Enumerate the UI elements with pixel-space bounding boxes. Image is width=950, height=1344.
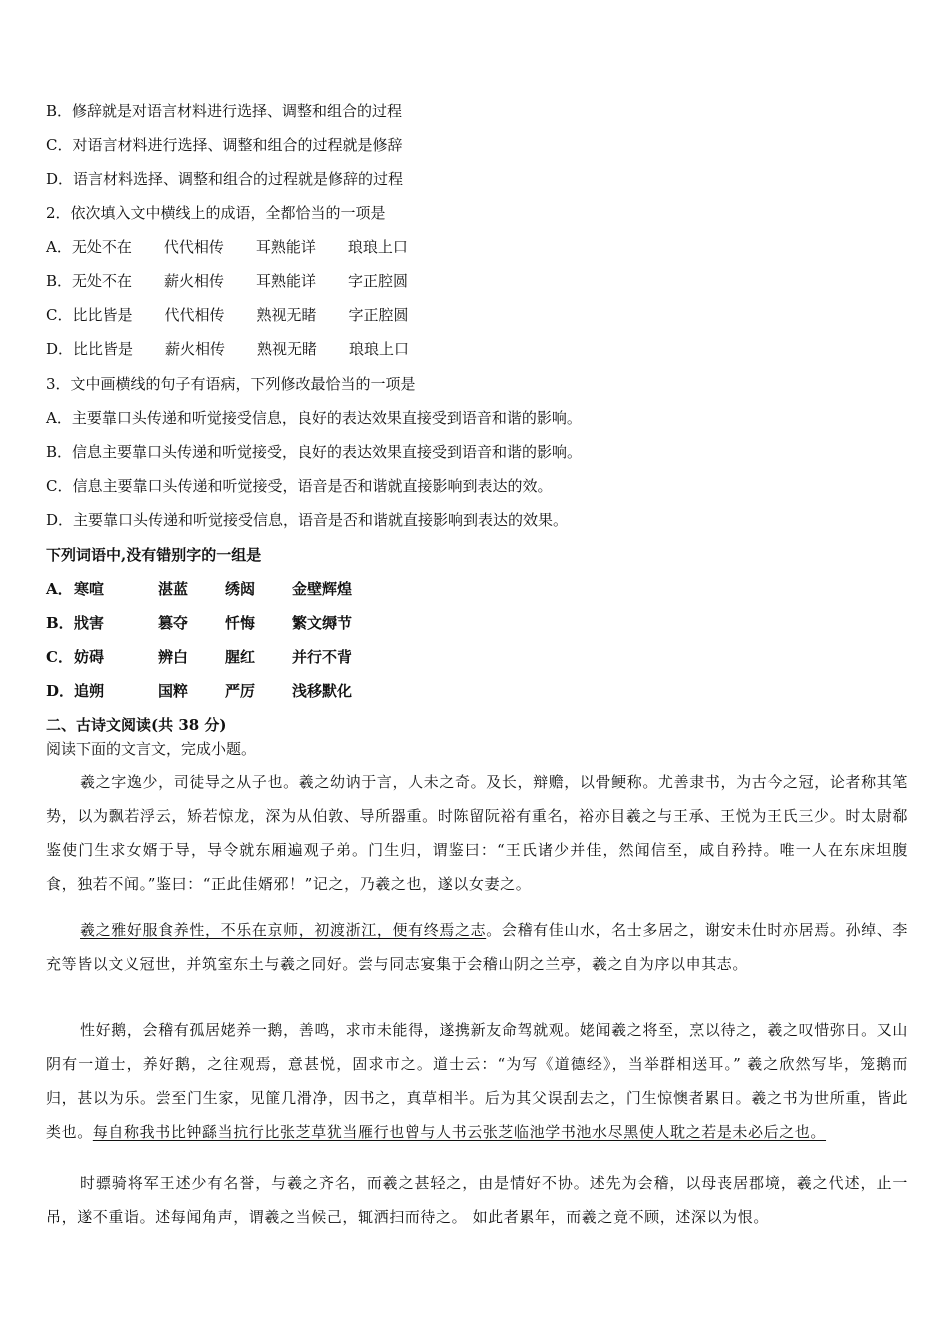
option-label: A．	[46, 580, 73, 598]
underlined-sentence: 每自称我书比钟繇当抗行比张芝草犹当雁行也曾与人书云张芝临池学书池水尽黑使人耽之若是未必后之也。	[92, 1123, 827, 1141]
option-item: 绣闼	[225, 580, 256, 598]
q2-stem: 2．依次填入文中横线上的成语，全都恰当的一项是	[46, 204, 386, 222]
option-item: 无处不在	[72, 272, 133, 290]
q4-option-a	[46, 579, 352, 599]
paragraph-text: 。会稽有佳山水，名士多居之，谢安未仕时亦居焉。孙绰、李充等皆以文义冠世，并筑室东土与羲之同好。尝与同志宴集于会稽山阴之兰亭，羲之自为序以申其志。	[46, 921, 908, 973]
option-item: 追朔	[74, 682, 105, 700]
q2-option-b	[46, 271, 408, 291]
option-item: 辨白	[158, 648, 189, 666]
option-label: B．	[46, 614, 74, 632]
option-label: B．	[46, 272, 73, 290]
option-item: 熟视无睹	[256, 306, 317, 324]
option-item: 琅琅上口	[347, 238, 408, 256]
option-item: 比比皆是	[72, 306, 133, 324]
paragraph-text: 性好鹅，会稽有孤居姥养一鹅，善鸣，求市未能得，遂携新友命驾就观。姥闻羲之将至，烹以待之，羲之叹惜弥日。又山阴有一道士，养好鹅，之往观焉，意甚悦，固求市之。道士云：“为写《道德经》，当举群相送耳。” 羲之欣然写毕，笼鹅而归，甚以为乐。尝至门生家，见篚几滑净，因书之，真草相半。后为其父误刮去之，门生惊懊者累日。羲之书为世所重，皆此类也。	[46, 1021, 908, 1141]
option-item: 琅琅上口	[349, 340, 410, 358]
option-item: 熟视无睹	[257, 340, 318, 358]
option-item: 代代相传	[163, 238, 224, 256]
option-label: C．	[46, 306, 73, 324]
option-item: 代代相传	[164, 306, 225, 324]
option-item: 比比皆是	[73, 340, 134, 358]
underlined-sentence: 羲之雅好服食养性，不乐在京师，初渡浙江，便有终焉之志	[80, 921, 487, 939]
option-item: 戕害	[74, 614, 105, 632]
option-label: D．	[46, 340, 74, 358]
q4-stem: 下列词语中,没有错别字的一组是	[46, 546, 262, 564]
passage-paragraph-3	[46, 1013, 908, 1149]
q3-option-b: B．信息主要靠口头传递和听觉接受，良好的表达效果直接受到语音和谐的影响。	[46, 443, 583, 461]
passage-paragraph-1: 羲之字逸少，司徒导之从子也。羲之幼讷于言，人未之奇。及长，辩赡，以骨鲠称。尤善隶书，为古今之冠，论者称其笔势，以为飘若浮云，矫若惊龙，深为从伯敦、导所器重。时陈留阮裕有重名，裕亦目羲之与王承、王悦为王氏三少。时太尉郗鉴使门生求女婿于导，导令就东厢遍观子弟。门生归，谓鉴曰：“王氏诸少并佳，然闻信至，咸自矜持。唯一人在东床坦腹食，独若不闻。”鉴曰：“正此佳婿邪！”记之，乃羲之也，遂以女妻之。	[46, 773, 908, 893]
q2-option-a	[46, 237, 408, 257]
section-title: 二、古诗文阅读(共 38 分)	[46, 716, 227, 734]
option-item: 耳熟能详	[256, 272, 317, 290]
q3-option-a: A．主要靠口头传递和听觉接受信息，良好的表达效果直接受到语音和谐的影响。	[46, 409, 582, 427]
option-item: 忏悔	[225, 614, 256, 632]
q4-option-c	[46, 647, 352, 667]
option-item: 无处不在	[71, 238, 132, 256]
option-item: 耳熟能详	[255, 238, 316, 256]
option-item: 湛蓝	[158, 580, 189, 598]
option-label: D．	[46, 682, 75, 700]
option-label: C．	[46, 648, 73, 666]
q2-option-d	[46, 339, 409, 359]
q2-option-c	[46, 305, 409, 325]
q3-option-c: C．信息主要靠口头传递和听觉接受，语音是否和谐就直接影响到表达的效。	[46, 477, 553, 495]
option-label: A．	[46, 238, 72, 256]
q3-stem: 3．文中画横线的句子有语病，下列修改最恰当的一项是	[46, 375, 416, 393]
q4-option-d	[46, 681, 352, 701]
q3-option-d: D．主要靠口头传递和听觉接受信息，语音是否和谐就直接影响到表达的效果。	[46, 511, 569, 529]
passage-paragraph-2	[46, 913, 908, 981]
q1-option-c: C．对语言材料进行选择、调整和组合的过程就是修辞	[46, 136, 403, 154]
passage-paragraph-4: 时骠骑将军王述少有名誉，与羲之齐名，而羲之甚轻之，由是情好不协。述先为会稽，以母丧居郡境，羲之代述，止一吊，遂不重诣。述每闻角声，谓羲之当候己，辄洒扫而待之。 如此者累年，而羲之竟不顾，述深以为恨。	[46, 1174, 908, 1226]
q1-option-d: D．语言材料选择、调整和组合的过程就是修辞的过程	[46, 170, 404, 188]
q1-option-b: B．修辞就是对语言材料进行选择、调整和组合的过程	[46, 102, 403, 120]
option-item: 繁文缛节	[292, 614, 353, 632]
option-item: 字正腔圆	[348, 272, 409, 290]
option-item: 严厉	[225, 682, 256, 700]
option-item: 寒喧	[74, 580, 105, 598]
option-item: 妨碍	[74, 648, 105, 666]
option-item: 字正腔圆	[348, 306, 409, 324]
option-item: 篡夺	[158, 614, 189, 632]
section-instruction: 阅读下面的文言文，完成小题。	[46, 740, 257, 758]
option-item: 并行不背	[292, 648, 353, 666]
option-item: 薪火相传	[165, 340, 226, 358]
option-item: 金壁辉煌	[292, 580, 353, 598]
q4-option-b	[46, 613, 352, 633]
option-item: 薪火相传	[164, 272, 225, 290]
option-item: 国粹	[158, 682, 189, 700]
option-item: 腥红	[225, 648, 256, 666]
option-item: 浅移默化	[292, 682, 353, 700]
